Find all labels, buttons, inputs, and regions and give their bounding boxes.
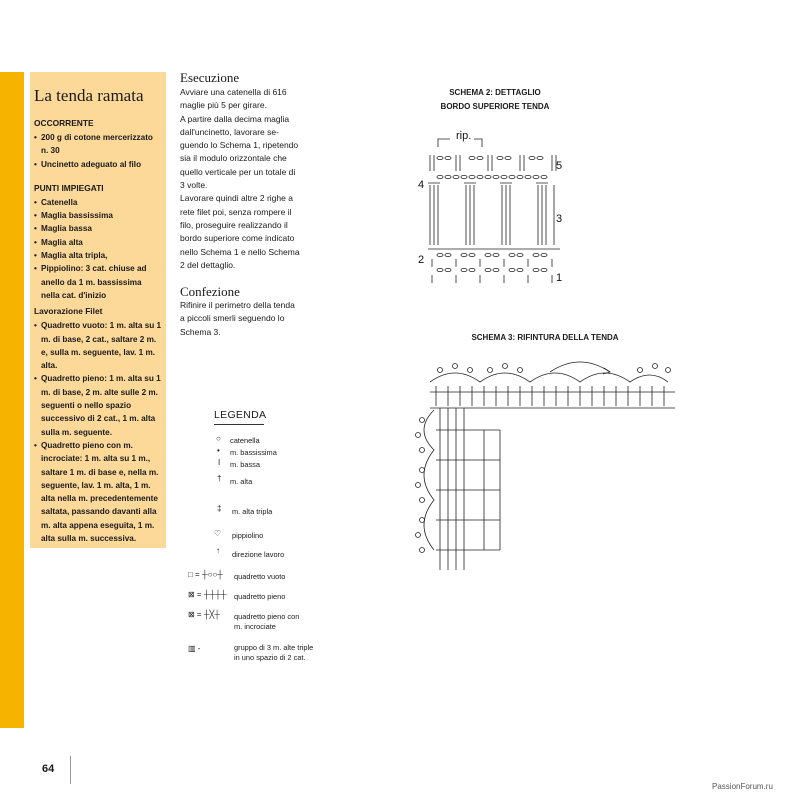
list-item: • Maglia bassissima [34,209,162,222]
rip-bracket-left [438,139,450,147]
text-line: bordo superiore come indicato [180,233,295,244]
rip-bracket-right [474,139,482,147]
list-item: • Catenella [34,196,162,209]
text-line: Schema 3. [180,326,221,337]
triple-group-icon: ▥ - [188,644,201,653]
esecuzione-text [180,86,330,272]
triple-crochet-icon: ‡ [217,504,222,513]
list-item: • 200 g di cotone mercerizzato n. 30 [34,131,162,158]
text-line: Rifinire il perimetro della tenda [180,300,295,310]
materials-sidebar [30,72,166,548]
schema3-title: SCHEMA 3: RIFINTURA DELLA TENDA [471,333,619,342]
left-scallops [424,410,434,550]
text-line: Avviare una catenella di 616 [180,87,287,97]
legend-title: LEGENDA [214,409,267,421]
text-line: a piccoli smerli seguendo lo [180,313,285,324]
occorrente-list [34,131,162,171]
schema2-title [410,86,580,114]
list-item: • Uncinetto adeguato al filo [34,158,162,171]
text-line: sia il modulo orizzontale che [180,153,287,164]
legend-label-quadretto-vuoto: quadretto vuoto [234,572,286,581]
text-line: nello Schema 1 e nello Schema [180,246,300,257]
confezione-text [180,299,330,339]
legend-label-line: quadretto pieno con [234,612,300,621]
legend-label-direzione: direzione lavoro [232,550,285,559]
crossed-mesh-icon: ⊠ = ┼╳┼ [188,610,220,619]
row-label-4: 4 [418,179,425,191]
legend-label-incrociate [234,612,299,632]
list-item: • Quadretto pieno con m. incrociate: 1 m. alta su 1 m., saltare 1 m. di base e, nella m. seguente, lav. 1 m. alta, 1 m. alta nella m. precedentemente saltata, passando davanti alla m. alta appena eseguita, 1 m. alta sulla m. successiva. [34,439,162,545]
yellow-margin-band [0,72,24,728]
direction-arc [550,362,610,372]
text-line: A partire dalla decima maglia [180,113,290,124]
row-label-3: 3 [556,213,563,225]
legend-label-pippiolino: pippiolino [232,531,264,540]
slip-stitch-icon: • [217,446,220,455]
legend-label-quadretto-pieno: quadretto pieno [234,592,286,601]
top-scallops [430,373,668,382]
page-number: 64 [42,763,55,775]
list-item: • Quadretto pieno: 1 m. alta su 1 m. di base, 2 m. alte sulle 2 m. seguenti o nello spazio successivo di 2 cat., 1 m. alta sulla m. seguente. [34,372,162,438]
punti-heading: PUNTI IMPIEGATI [34,182,104,193]
chain-icon: ○ [216,434,221,443]
list-item: • Pippiolino: 3 cat. chiuse ad anello da 1 m. bassissima nella cat. d'inizio [34,262,162,302]
text-line: 2 del dettaglio. [180,259,236,270]
esecuzione-title: Esecuzione [180,70,240,85]
text-line: guendo lo Schema 1, ripetendo [180,140,299,151]
text-line: 3 volte. [180,180,208,191]
list-item: • Quadretto vuoto: 1 m. alta su 1 m. di base, 2 cat., saltare 2 m. e, sulla m. seguente, lav. 1 m. alta. [34,319,162,372]
watermark: PassionForum.ru [712,782,773,791]
legend-label-line: m. incrociate [234,622,276,631]
footer-divider [70,756,71,784]
list-item: • Maglia bassa [34,222,162,235]
picot-icon: ♡ [214,529,222,538]
single-crochet-icon: I [218,458,221,467]
legend-label-alta-tripla: m. alta tripla [232,507,273,516]
open-mesh-icon: □ = ┼○○┼ [188,570,223,579]
text-line: quello verticale per un totale di [180,166,296,177]
chain-stitch-rows [437,156,547,271]
vertical-stitches [428,155,563,284]
punti-list [34,196,162,302]
list-item: • Maglia alta [34,236,162,249]
row-label-1: 1 [556,272,563,284]
schema2-title-line1: SCHEMA 2: DETTAGLIO [449,88,541,97]
row-label-2: 2 [418,254,425,266]
schema3-diagram [400,350,690,580]
legend-label-bassissima: m. bassissima [230,448,277,457]
legend-label-alta: m. alta [230,477,253,486]
filled-mesh-icon: ⊠ = ┼┼┼┼ [188,590,227,599]
legend-label-line: in uno spazio di 2 cat. [234,653,306,662]
row-label-5: 5 [556,160,563,172]
legend-label-line: gruppo di 3 m. alte triple [234,643,314,652]
filet-list [34,319,162,545]
project-title: La tenda ramata [34,86,144,105]
text-line: dall'uncinetto, lavorare se- [180,126,279,137]
text-line: maglie più 5 per girare. [180,100,267,111]
schema2-title-line2: BORDO SUPERIORE TENDA [440,102,550,111]
confezione-title: Confezione [180,284,240,299]
list-item: • Maglia alta tripla, [34,249,162,262]
legend-label-catenella: catenella [230,436,260,445]
legend-label-bassa: m. bassa [230,460,260,469]
rip-label: rip. [456,130,472,142]
schema2-diagram [410,125,580,285]
legend-divider [214,424,264,425]
occorrente-heading: OCCORRENTE [34,118,94,128]
text-line: Lavorare quindi altre 2 righe a [180,193,293,204]
filet-heading: Lavorazione Filet [34,306,103,317]
legend-label-gruppo [234,643,313,663]
text-line: rete filet poi, senza rompere il [180,206,292,217]
double-crochet-icon: † [217,474,222,483]
direction-arrow-icon: ↑ [216,546,220,555]
text-line: filo, proseguire realizzando il [180,219,288,230]
